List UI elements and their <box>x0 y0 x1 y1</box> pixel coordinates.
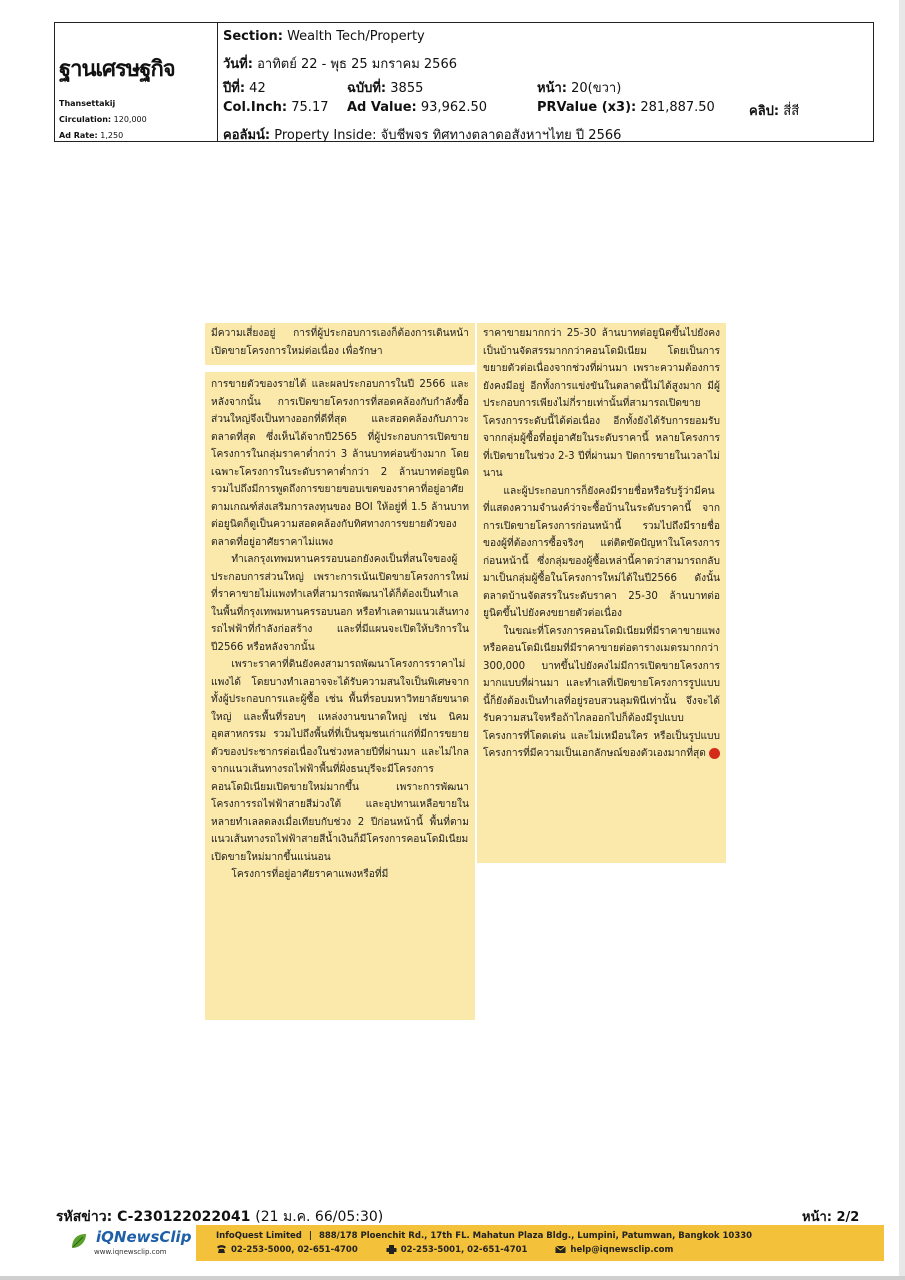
brand-url: www.iqnewsclip.com <box>94 1248 167 1256</box>
article-paragraph-text: ในขณะที่โครงการคอนโดมิเนียมที่มีราคาขายแพง หรือคอนโดมิเนียมที่มีราคาขายต่อตารางเมตรมากกว่า 300,000 บาทขึ้นไปยังคงไม่มีการเปิดขายโครงการมากแบบที่ผ่านมา และทำเลที่เปิดขายโครงการรูปแบบนี้ก็ยังต้องเป็นทำเลที่อยู่รอบสวนลุมพินีเท่านั้น จึงจะได้รับความสนใจหรือถ้าไกลออกไปก็ต้องมีรูปแบบโครงการที่โดดเด่น และไม่เหมือนใคร หรือเป็นรูปแบบโครงการที่มีความเป็นเอกลักษณ์ของตัวเองมากที่สุด <box>483 625 720 759</box>
clip-header <box>54 22 874 142</box>
issue-row <box>347 77 423 98</box>
company-address: 888/178 Ploenchit Rd., 17th FL. Mahatun Plaza Bldg., Lumpini, Patumwan, Bangkok 10330 <box>318 1231 753 1241</box>
fax-icon <box>386 1245 397 1254</box>
article-paragraph: มีความเสี่ยงอยู่ การที่ผู้ประกอบการเองก็ต้องการเดินหน้าเปิดขายโครงการใหม่ต่อเนื่อง เพื่อรักษา <box>211 328 469 357</box>
news-id-value: C-230122022041 <box>117 1209 251 1225</box>
article-col1-top <box>205 323 475 365</box>
date-value: อาทิตย์ 22 - พุธ 25 มกราคม 2566 <box>257 57 457 72</box>
issue-value: 3855 <box>390 81 424 96</box>
advalue-value: 93,962.50 <box>420 100 488 115</box>
article-paragraph: โครงการที่อยู่อาศัยราคาแพงหรือที่มี <box>231 869 389 880</box>
page-edge-bottom <box>0 1276 905 1280</box>
ad-rate <box>59 131 123 140</box>
iqnewsclip-logo <box>66 1226 194 1260</box>
company-row: InfoQuest Limited | 888/178 Ploenchit Rd., 17th FL. Mahatun Plaza Bldg., Lumpini, Patumwan, Bangkok 10330 <box>216 1231 753 1241</box>
circulation-label: Circulation: <box>59 115 112 124</box>
article-paragraph: เพราะราคาที่ดินยังคงสามารถพัฒนาโครงการราคาไม่แพงได้ โดยบางทำเลอาจจะได้รับความสนใจเป็นพิเศษจากทั้งผู้ประกอบการและผู้ซื้อ เช่น พื้นที่รอบมหาวิทยาลัยขนาดใหญ่ และพื้นที่รอบๆ แหล่งงานขนาดใหญ่ เช่น นิคมอุตสาหกรรม รวมไปถึงพื้นที่ที่เป็นชุมชนเก่าแก่ที่มีการขยายตัวของประชากรต่อเนื่องในช่วงหลายปีที่ผ่านมา และไม่ไกลจากแนวเส้นทางรถไฟฟ้าพื้นที่ฝั่งธนบุรีจะมีโครงการคอนโดมิเนียมเปิดขายใหม่มากขึ้น เพราะการพัฒนาโครงการรถไฟฟ้าสายสีม่วงใต้ และอุปทานเหลือขายในหลายทำเลลดลงเมื่อเทียบกับช่วง 2 ปีก่อนหน้านี้ พื้นที่ตามแนวเส้นทางรถไฟฟ้าสายสีน้ำเงินก็มีโครงการคอนโดมิเนียมเปิดขายใหม่มากขึ้นแน่นอน <box>211 659 469 863</box>
phone-icon <box>216 1245 227 1254</box>
advalue-label: Ad Value: <box>347 100 417 115</box>
year-row <box>223 77 266 98</box>
news-id-time: (21 ม.ค. 66/05:30) <box>255 1209 384 1225</box>
contact-bar <box>196 1225 884 1261</box>
page-edge-right <box>899 0 905 1280</box>
article-paragraph: และผู้ประกอบการก็ยังคงมีรายชื่อหรือรับรู้ว่ามีคนที่แสดงความจำนงค์ว่าจะซื้อบ้านในระดับราคานี้ จากการเปิดขายโครงการก่อนหน้านี้ รวมไปถึงมีรายชื่อของผู้ที่ต้องการซื้อจริงๆ แต่ติดขัดปัญหาในโครงการก่อนหน้านี้ ซึ่งกลุ่มของผู้ซื้อเหล่านี้คาดว่าสามารถกลับมาเป็นกลุ่มผู้ซื้อในโครงการใหม่ได้ในปี2566 ดังนั้น ตลาดบ้านจัดสรรในระดับราคา 25-30 ล้านบาทต่อยูนิตขึ้นไปยังคงขยายตัวต่อเนื่อง <box>483 485 720 619</box>
advalue-row <box>347 100 487 115</box>
column-value: Property Inside: จับชีพจร ทิศทางตลาดอสังหาฯไทย ปี 2566 <box>274 128 622 143</box>
leaf-icon <box>70 1232 88 1250</box>
end-mark-icon <box>709 748 720 759</box>
section-label: Section: <box>223 29 283 44</box>
page-counter-value: 2/2 <box>836 1210 860 1225</box>
clip-row <box>749 100 799 121</box>
phone-numbers: 02-253-5000, 02-651-4700 <box>231 1245 358 1255</box>
ad-rate-value: 1,250 <box>100 131 124 140</box>
publication-box <box>55 23 218 141</box>
page-row <box>537 77 621 98</box>
prvalue-row <box>537 100 715 115</box>
clip-label: คลิป: <box>749 104 780 119</box>
company-name: InfoQuest Limited <box>216 1231 302 1241</box>
page-value: 20(ขวา) <box>571 81 622 96</box>
article-paragraph: ทำเลกรุงเทพมหานครรอบนอกยังคงเป็นที่สนใจของผู้ประกอบการส่วนใหญ่ เพราะการเน้นเปิดขายโครงการใหม่ที่ราคาขายไม่แพงทำเลที่สามารถพัฒนาได้ก็ต้องเป็นทำเลในพื้นที่กรุงเทพมหานครรอบนอก หรือทำเลตามแนวเส้นทางรถไฟฟ้าที่กำลังก่อสร้าง และที่มีแผนจะเปิดให้บริการในปี2566 หรือหลังจากนั้น <box>211 554 469 653</box>
clip-metadata <box>223 27 869 143</box>
publication-logo: ฐานเศรษฐกิจ <box>59 57 175 82</box>
email-icon <box>555 1245 566 1254</box>
article-paragraph-last <box>483 623 720 763</box>
section-row <box>223 29 425 44</box>
publication-name: Thansettakij <box>59 99 116 108</box>
news-id-label: รหัสข่าว: <box>56 1209 113 1225</box>
prvalue-value: 281,887.50 <box>640 100 715 115</box>
colinch-label: Col.Inch: <box>223 100 288 115</box>
section-value: Wealth Tech/Property <box>287 29 425 44</box>
ad-rate-label: Ad Rate: <box>59 131 98 140</box>
contact-row <box>216 1245 673 1255</box>
article-paragraph: ราคาขายมากกว่า 25-30 ล้านบาทต่อยูนิตขึ้นไปยังคงเป็นบ้านจัดสรรมากกว่าคอนโดมิเนียม โดยเป็นการขยายตัวต่อเนื่องจากช่วงที่ผ่านมา เพราะความต้องการยังคงมีอยู่ อีกทั้งการแข่งขันในตลาดนี้ไม่ได้สูงมาก มีผู้ประกอบการเพียงไม่กี่รายเท่านั้นที่สามารถเปิดขายโครงการระดับนี้ได้ต่อเนื่อง อีกทั้งยังได้รับการยอมรับจากกลุ่มผู้ซื้อที่อยู่อาศัยในระดับราคานี้ หลายโครงการที่เปิดขายในช่วง 2-3 ปีที่ผ่านมา ปิดการขายในเวลาไม่นาน <box>483 328 720 479</box>
date-label: วันที่: <box>223 57 253 72</box>
email-address: help@iqnewsclip.com <box>570 1245 674 1255</box>
clip-value: สี่สี <box>783 104 800 119</box>
article-col1 <box>205 372 475 1020</box>
date-row <box>223 53 457 74</box>
colinch-row <box>223 100 328 115</box>
year-value: 42 <box>249 81 266 96</box>
article-col2 <box>477 323 726 863</box>
column-row <box>223 124 621 145</box>
issue-label: ฉบับที่: <box>347 81 387 96</box>
circulation <box>59 115 147 124</box>
column-label: คอลัมน์: <box>223 128 271 143</box>
year-label: ปีที่: <box>223 81 246 96</box>
colinch-value: 75.17 <box>291 100 329 115</box>
article-paragraph: การขายตัวของรายได้ และผลประกอบการในปี 2566 และหลังจากนั้น การเปิดขายโครงการที่สอดคล้องกับกำลังซื้อส่วนใหญ่จึงเป็นทางออกที่ดีที่สุด และสอดคล้องกับภาวะตลาดที่สุด ซึ่งเห็นได้จากปี2565 ที่ผู้ประกอบการเปิดขายโครงการในกลุ่มราคาต่ำกว่า 3 ล้านบาทค่อนข้างมาก โดยเฉพาะโครงการในระดับราคาต่ำกว่า 2 ล้านบาทต่อยูนิต รวมไปถึงมีการพูดถึงการขยายขอบเขตของราคาที่อยู่อาศัยตามเกณฑ์ส่งเสริมการลงทุนของ BOI ให้อยู่ที่ 1.5 ล้านบาทต่อยูนิตก็ดูเป็นความสอดคล้องกับทิศทางการขยายตัวของตลาดที่อยู่อาศัยราคาไม่แพง <box>211 379 469 548</box>
brand-name: iQNewsClip <box>96 1228 192 1246</box>
page-label: หน้า: <box>537 81 567 96</box>
fax-numbers: 02-253-5001, 02-651-4701 <box>400 1245 528 1255</box>
page-counter <box>802 1206 859 1227</box>
prvalue-label: PRValue (x3): <box>537 100 637 115</box>
page-counter-label: หน้า: <box>802 1210 832 1225</box>
circulation-value: 120,000 <box>113 115 147 124</box>
